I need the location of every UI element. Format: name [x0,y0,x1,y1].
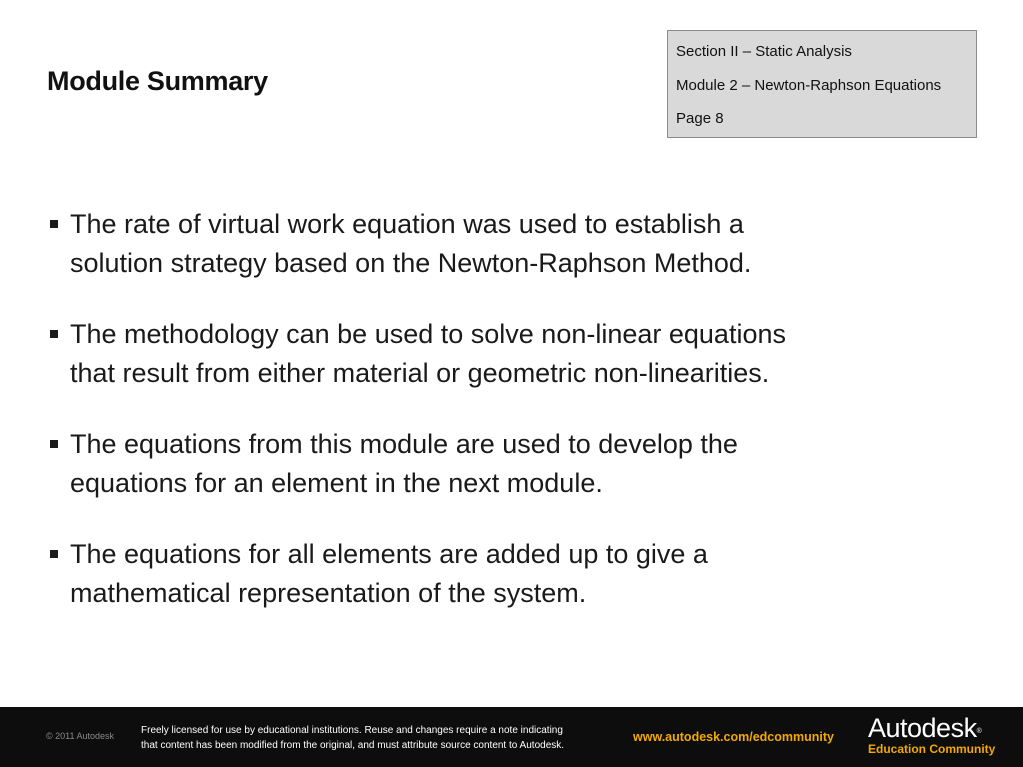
bullet-line: mathematical representation of the system. [70,578,587,608]
info-section: Section II – Static Analysis [676,43,852,60]
logo-word: Autodesk® [868,713,982,743]
logo-subtitle: Education Community [868,742,996,756]
bullet-item [48,205,868,283]
info-box [667,30,977,138]
bullet-line: equations for an element in the next module. [70,468,603,498]
info-module: Module 2 – Newton-Raphson Equations [676,76,942,94]
bullet-line: solution strategy based on the Newton-Raphson Method. [70,248,752,278]
bullet-list [48,205,868,645]
license-text [141,723,631,753]
bullet-square-icon [50,550,58,558]
autodesk-logo [868,713,1008,756]
license-line: Freely licensed for use by educational institutions. Reuse and changes require a note indicating [141,725,563,736]
info-page: Page 8 [676,110,724,127]
bullet-line: that result from either material or geometric non-linearities. [70,358,770,388]
bullet-square-icon [50,330,58,338]
bullet-item [48,535,868,613]
bullet-line: The equations for all elements are added up to give a [70,539,708,569]
footer-bar [0,707,1023,767]
registered-mark: ® [976,728,982,735]
bullet-line: The rate of virtual work equation was used to establish a [70,209,744,239]
slide-title: Module Summary [47,66,268,96]
bullet-square-icon [50,220,58,228]
bullet-square-icon [50,440,58,448]
license-line: that content has been modified from the original, and must attribute source content to Autodesk. [141,740,565,751]
copyright-text: © 2011 Autodesk [46,731,115,741]
bullet-line: The equations from this module are used to develop the [70,429,738,459]
bullet-item [48,425,868,503]
website-link[interactable]: www.autodesk.com/edcommunity [633,730,834,744]
bullet-line: The methodology can be used to solve non-linear equations [70,319,786,349]
bullet-item [48,315,868,393]
